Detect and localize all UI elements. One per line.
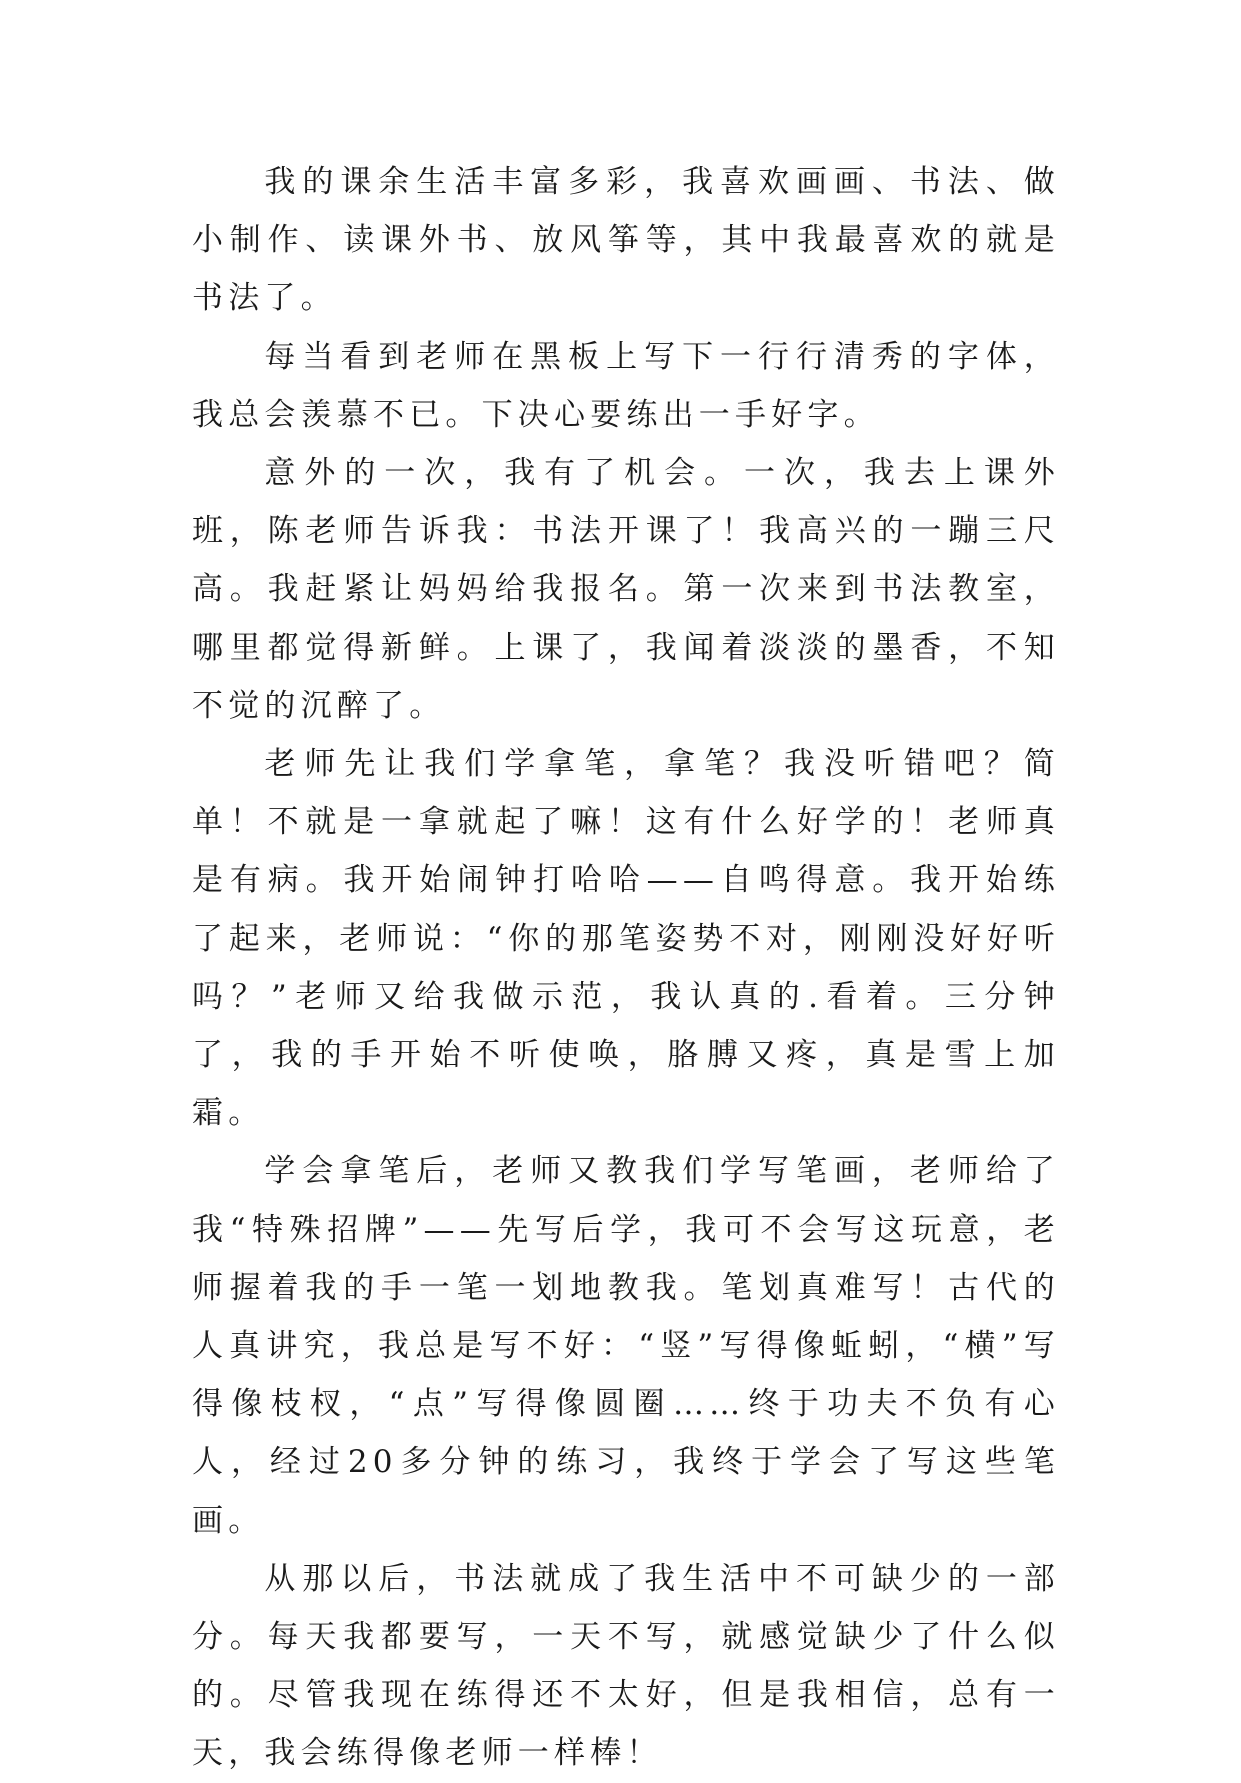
paragraph-intro: 我的课余生活丰富多彩，我喜欢画画、书法、做小制作、读课外书、放风筝等，其中我最喜欢的就是书法了。 [192, 164, 1060, 317]
paragraph-opportunity: 意外的一次，我有了机会。一次，我去上课外班，陈老师告诉我：书法开课了！我高兴的一蹦三尺高。我赶紧让妈妈给我报名。第一次来到书法教室，哪里都觉得新鲜。上课了，我闻着淡淡的墨香，不知不觉的沉醉了。 [192, 455, 1060, 724]
paragraph-admiration: 每当看到老师在黑板上写下一行行清秀的字体，我总会羡慕不已。下决心要练出一手好字。 [192, 338, 1060, 433]
paragraph-conclusion: 从那以后，书法就成了我生活中不可缺少的一部分。每天我都要写，一天不写，就感觉缺少了什么似的。尽管我现在练得还不太好，但是我相信，总有一天，我会练得像老师一样棒！ [192, 1560, 1060, 1772]
paragraph-strokes: 学会拿笔后，老师又教我们学写笔画，老师给了我“特殊招牌”——先写后学，我可不会写这玩意，老师握着我的手一笔一划地教我。笔划真难写！古代的人真讲究，我总是写不好：“竖”写得像蚯蚓，“横”写得像枝杈，“点”写得像圆圈……终于功夫不负有心人，经过20多分钟的练习，我终于学会了写这些笔画。 [192, 1153, 1060, 1539]
essay-body [192, 153, 1060, 1783]
paragraph-holding-brush: 老师先让我们学拿笔，拿笔？我没听错吧？简单！不就是一拿就起了嘛！这有什么好学的！老师真是有病。我开始闹钟打哈哈——自鸣得意。我开始练了起来，老师说：“你的那笔姿势不对，刚刚没好好听吗？”老师又给我做示范，我认真的.看着。三分钟了，我的手开始不听使唤，胳膊又疼，真是雪上加霜。 [192, 746, 1060, 1132]
